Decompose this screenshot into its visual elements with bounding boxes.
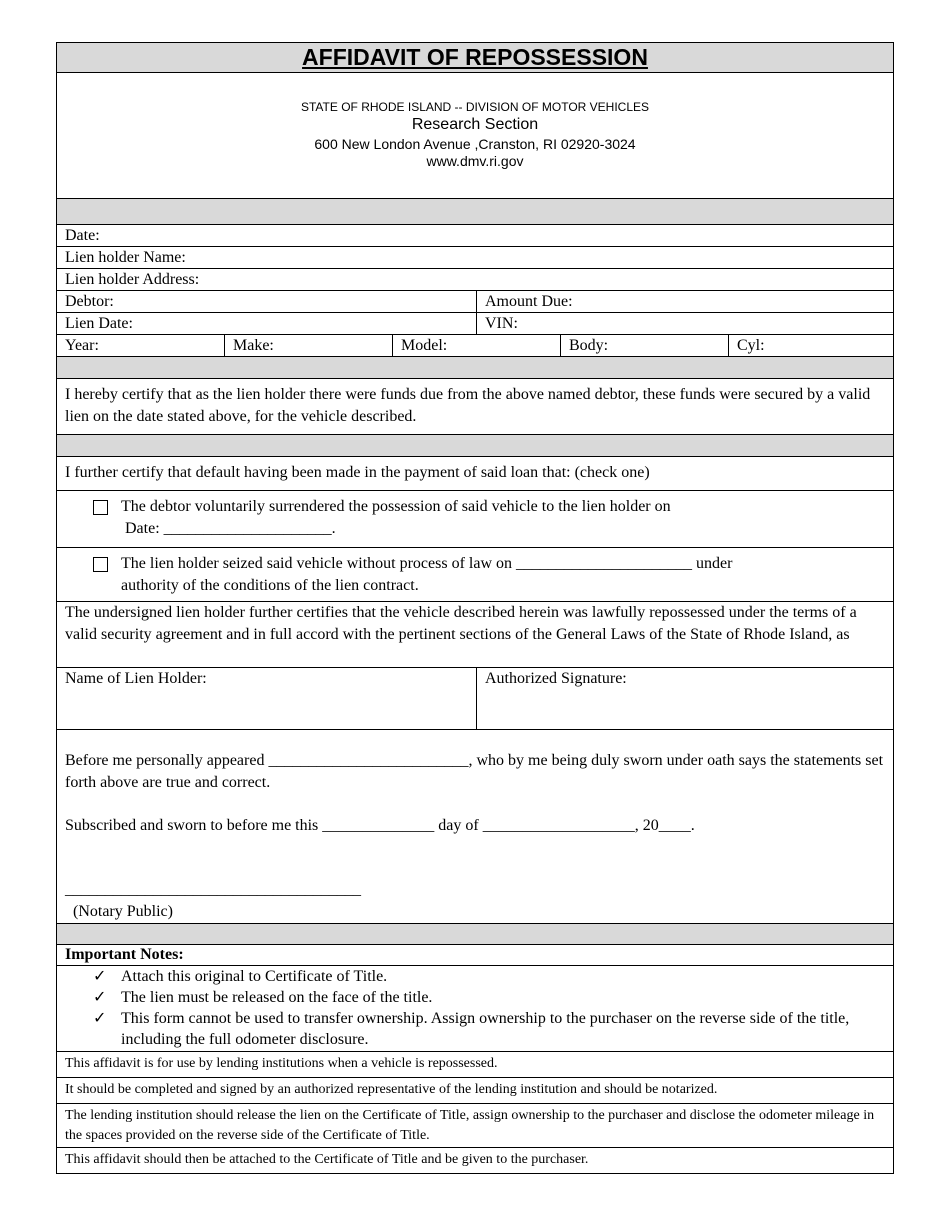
option-seized bbox=[57, 547, 893, 601]
note-text: The lien must be released on the face of the title. bbox=[121, 989, 433, 1006]
title-text: AFFIDAVIT OF REPOSSESSION bbox=[302, 44, 648, 70]
lien-date-row bbox=[57, 312, 893, 334]
seized-checkbox[interactable] bbox=[93, 557, 108, 572]
notary-appeared: Before me personally appeared _________________________, who by me being duly sworn under oath says the statements set forth above are true and correct. bbox=[65, 752, 884, 791]
footer-note-1: This affidavit is for use by lending institutions when a vehicle is repossessed. bbox=[57, 1051, 893, 1077]
notary-section bbox=[57, 729, 893, 923]
note-item bbox=[93, 1008, 885, 1050]
gray-divider bbox=[57, 434, 893, 456]
footer-note-3: The lending institution should release the lien on the Certificate of Title, assign ownership to the purchaser and disclose the odometer mileage in the spaces provided on the reverse side of the Certificate of Title. bbox=[57, 1103, 893, 1147]
gray-divider bbox=[57, 198, 893, 224]
lienholder-name-signature-field[interactable]: Name of Lien Holder: bbox=[65, 670, 207, 687]
affidavit-form bbox=[56, 42, 894, 1174]
note-text: Attach this original to Certificate of Title. bbox=[121, 968, 388, 985]
debtor-row bbox=[57, 290, 893, 312]
notes-title: Important Notes: bbox=[57, 944, 893, 965]
lienholder-address-row bbox=[57, 268, 893, 290]
note-item bbox=[93, 987, 885, 1008]
lienholder-name-row bbox=[57, 246, 893, 268]
section-name: Research Section bbox=[411, 116, 539, 133]
model-field[interactable]: Model: bbox=[392, 335, 560, 356]
checkmark-icon: ✓ bbox=[93, 968, 107, 985]
lienholder-address-field[interactable]: Lien holder Address: bbox=[65, 271, 200, 288]
agency-website[interactable]: www.dmv.ri.gov bbox=[426, 153, 524, 169]
seized-text: The lien holder seized said vehicle without process of law on ______________________ under bbox=[121, 555, 733, 572]
make-field[interactable]: Make: bbox=[224, 335, 392, 356]
certify-funds: I hereby certify that as the lien holder there were funds due from the above named debtor, these funds were secured by a valid lien on the date stated above, for the vehicle described. bbox=[57, 378, 893, 434]
vin-field[interactable]: VIN: bbox=[476, 313, 893, 334]
body-field[interactable]: Body: bbox=[560, 335, 728, 356]
vehicle-row bbox=[57, 334, 893, 356]
notary-sworn: Subscribed and sworn to before me this ______________ day of ___________________, 20____. bbox=[65, 817, 695, 834]
year-field[interactable]: Year: bbox=[65, 337, 99, 354]
footer-note-4: This affidavit should then be attached to the Certificate of Title and be given to the purchaser. bbox=[57, 1147, 893, 1173]
gray-divider bbox=[57, 923, 893, 944]
notary-label: (Notary Public) bbox=[65, 903, 173, 920]
certify-default: I further certify that default having been made in the payment of said loan that: (check one) bbox=[57, 456, 893, 490]
amount-due-field[interactable]: Amount Due: bbox=[476, 291, 893, 312]
date-row bbox=[57, 224, 893, 246]
lien-date-field[interactable]: Lien Date: bbox=[65, 315, 133, 332]
date-field[interactable]: Date: bbox=[65, 227, 100, 244]
form-title bbox=[57, 43, 893, 72]
authorized-signature-field[interactable]: Authorized Signature: bbox=[476, 668, 893, 729]
cyl-field[interactable]: Cyl: bbox=[728, 335, 893, 356]
lienholder-name-field[interactable]: Lien holder Name: bbox=[65, 249, 186, 266]
note-item bbox=[93, 966, 885, 987]
checkmark-icon: ✓ bbox=[93, 1010, 107, 1027]
surrendered-text: The debtor voluntarily surrendered the possession of said vehicle to the lien holder on bbox=[121, 498, 671, 515]
note-text: This form cannot be used to transfer ownership. Assign ownership to the purchaser on the reverse side of the title, including the full odometer disclosure. bbox=[121, 1010, 850, 1048]
option-surrendered bbox=[57, 490, 893, 547]
surrendered-date: Date: _____________________. bbox=[121, 520, 336, 537]
notes-list bbox=[57, 965, 893, 1051]
footer-note-2: It should be completed and signed by an authorized representative of the lending institution and should be notarized. bbox=[57, 1077, 893, 1103]
checkmark-icon: ✓ bbox=[93, 989, 107, 1006]
signature-row bbox=[57, 667, 893, 729]
agency-address: 600 New London Avenue ,Cranston, RI 02920-3024 bbox=[314, 136, 636, 152]
agency-name: STATE OF RHODE ISLAND -- DIVISION OF MOTOR VEHICLES bbox=[300, 100, 650, 114]
seized-text-cont: authority of the conditions of the lien contract. bbox=[121, 577, 419, 594]
agency-header bbox=[57, 72, 893, 198]
notary-signature-line[interactable]: _____________________________________ bbox=[65, 881, 361, 898]
gray-divider bbox=[57, 356, 893, 378]
certify-repossessed: The undersigned lien holder further certifies that the vehicle described herein was lawfully repossessed under the terms of a valid security agreement and in full accord with the pertinent sections of the General Laws of the State of Rhode Island, as bbox=[57, 601, 893, 667]
debtor-field[interactable]: Debtor: bbox=[65, 293, 114, 310]
surrendered-checkbox[interactable] bbox=[93, 500, 108, 515]
